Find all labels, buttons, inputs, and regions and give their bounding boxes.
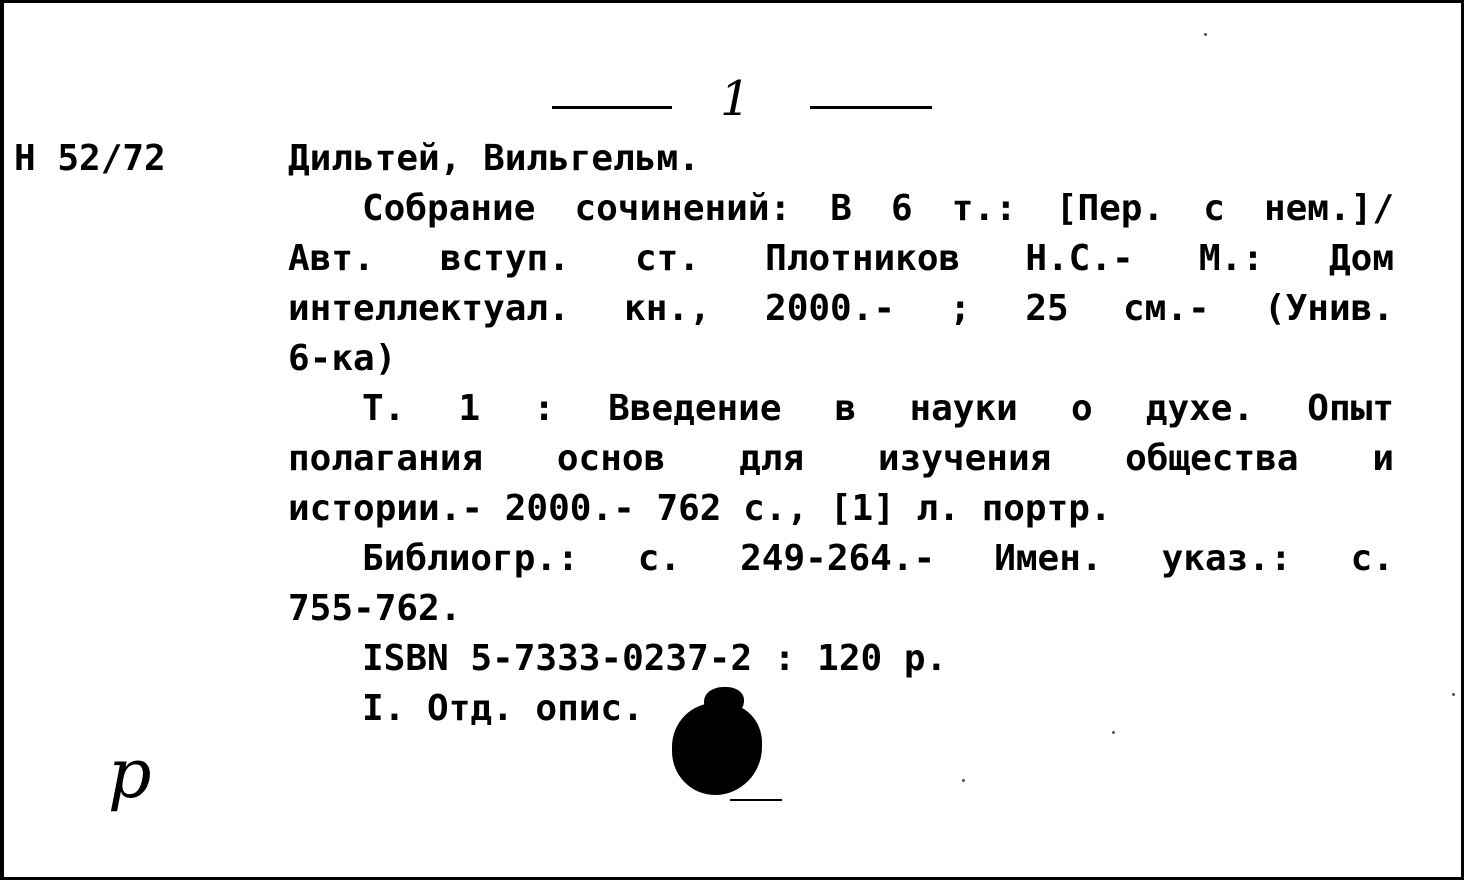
description-line-4: 6-ка) xyxy=(288,338,397,379)
tracing-line: I. Отд. опис. xyxy=(362,688,644,729)
call-number: Н 52/72 xyxy=(14,138,166,179)
isbn-line: ISBN 5-7333-0237-2 : 120 р. xyxy=(362,638,948,679)
description-line-3: интеллектуал. кн., 2000.- ; 25 см.- (Унив. xyxy=(288,288,1394,329)
author-heading: Дильтей, Вильгельм. xyxy=(288,138,700,179)
scan-speck xyxy=(1204,33,1207,36)
notes-line-2: 755-762. xyxy=(288,588,462,629)
notes-line-1: Библиогр.: с. 249-264.- Имен. указ.: с. xyxy=(362,538,1394,579)
card-number-mark: 1 xyxy=(720,71,751,127)
volume-line-1: Т. 1 : Введение в науки о духе. Опыт xyxy=(362,388,1394,429)
scan-speck xyxy=(962,779,965,782)
margin-mark: р xyxy=(108,735,152,814)
description-line-2: Авт. вступ. ст. Плотников Н.С.- М.: Дом xyxy=(288,238,1394,279)
header-dash-right xyxy=(810,106,932,109)
volume-line-2: полагания основ для изучения общества и xyxy=(288,438,1394,479)
header-dash-left xyxy=(552,106,672,109)
ink-blot xyxy=(672,703,762,795)
scan-speck xyxy=(1452,693,1455,696)
blot-underline xyxy=(730,799,782,801)
volume-line-3: истории.- 2000.- 762 с., [1] л. портр. xyxy=(288,488,1112,529)
description-line-1: Собрание сочинений: В 6 т.: [Пер. с нем.]/ xyxy=(362,188,1394,229)
scan-speck xyxy=(1112,731,1115,734)
